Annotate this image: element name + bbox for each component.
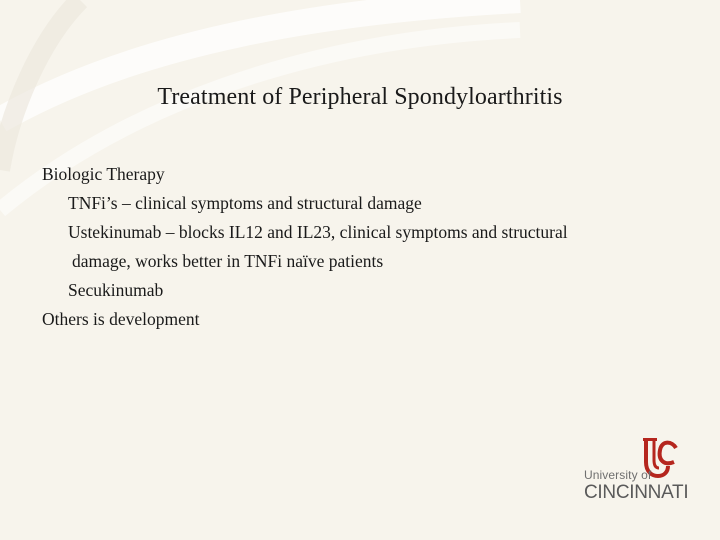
logo-cincinnati: CINCINNATI: [584, 482, 689, 503]
slide-body: [42, 160, 682, 334]
bullet-biologic-therapy: Biologic Therapy: [42, 164, 165, 184]
bullet-others: Others is development: [42, 309, 200, 329]
university-logo: [584, 436, 694, 506]
bullet-tnfi: TNFi’s – clinical symptoms and structural damage: [68, 193, 422, 213]
bullet-ustekinumab-continued: damage, works better in TNFi naïve patients: [72, 251, 384, 271]
logo-university-of: University of: [584, 468, 652, 482]
slide-title: Treatment of Peripheral Spondyloarthritis: [157, 84, 563, 110]
bullet-ustekinumab: Ustekinumab – blocks IL12 and IL23, clinical symptoms and structural: [68, 222, 568, 242]
bullet-secukinumab: Secukinumab: [68, 280, 164, 300]
